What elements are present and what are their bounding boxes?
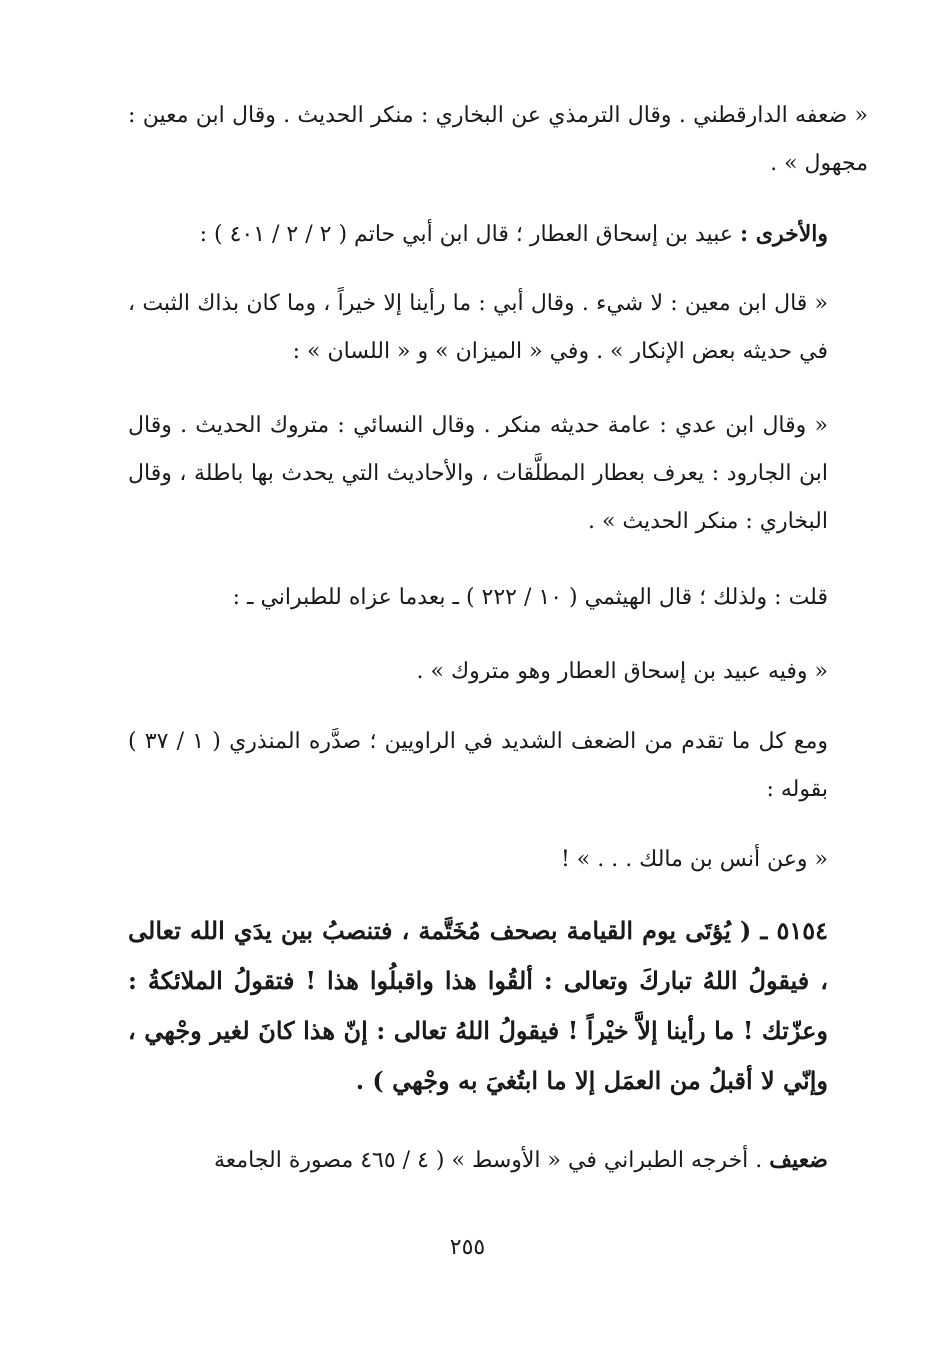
paragraph-1-text: « ضعفه الدارقطني . وقال الترمذي عن البخاري : منكر الحديث . وقال ابن معين : مجهول » .	[128, 103, 868, 176]
paragraph-1	[128, 92, 868, 188]
paragraph-2-lead: والأخرى :	[739, 221, 828, 247]
paragraph-7-text: ومع كل ما تقدم من الضعف الشديد في الراويين ؛ صدَّره المنذري ( ١ / ٣٧ ) بقوله :	[128, 729, 828, 802]
paragraph-4-text: « وقال ابن عدي : عامة حديثه منكر . وقال النسائي : متروك الحديث . وقال ابن الجارود : يعرف بعطار المطلَّقات ، والأحاديث التي يحدث بها باطلة ، وقال البخاري : منكر الحديث » .	[128, 413, 828, 534]
paragraph-8	[128, 836, 868, 884]
paragraph-7	[128, 718, 868, 814]
paragraph-2	[128, 210, 868, 259]
hadith-paragraph	[128, 906, 868, 1106]
grading-text: . أخرجه الطبراني في « الأوسط » ( ٤ / ٤٦٥ مصورة الجامعة	[213, 1148, 763, 1173]
paragraph-4	[128, 402, 868, 546]
page-body	[128, 0, 868, 1361]
paragraph-2-text: عبيد بن إسحاق العطار ؛ قال ابن أبي حاتم ( ٢ / ٢ / ٤٠١ ) :	[199, 222, 733, 247]
paragraph-6-text: « وفيه عبيد بن إسحاق العطار وهو متروك » .	[416, 659, 828, 684]
paragraph-8-text: « وعن أنس بن مالك . . . » !	[560, 847, 828, 872]
grading-paragraph	[128, 1136, 868, 1185]
paragraph-3-text: « قال ابن معين : لا شيء . وقال أبي : ما رأينا إلا خيراً ، وما كان بذاك الثبت ، في حديثه بعض الإنكار » . وفي « الميزان » و « اللسان » :	[128, 291, 828, 364]
hadith-text: ٥١٥٤ ـ ( يُؤتَى يوم القيامة بصحف مُخَتَّمة ، فتنصبُ بين يدَي الله تعالى ، فيقولُ اللهُ تباركَ وتعالى : ألقُوا هذا واقبلُوا هذا ! فتقولُ الملائكةُ : وعزّتك ! ما رأينا إلاَّ خيْراً ! فيقولُ اللهُ تعالى : إنّ هذا كانَ لغير وجْهي ، وإنّي لا أقبلُ من العمَل إلا ما ابتُغيَ به وجْهي ) .	[128, 916, 829, 1095]
paragraph-6	[128, 648, 868, 696]
paragraph-5	[128, 574, 868, 622]
page-number: ٢٥٥	[449, 1235, 486, 1260]
grading-lead: ضعيف	[769, 1147, 828, 1173]
paragraph-3	[128, 280, 868, 376]
paragraph-5-text: قلت : ولذلك ؛ قال الهيثمي ( ١٠ / ٢٢٢ ) ـ بعدما عزاه للطبراني ـ :	[232, 585, 828, 610]
